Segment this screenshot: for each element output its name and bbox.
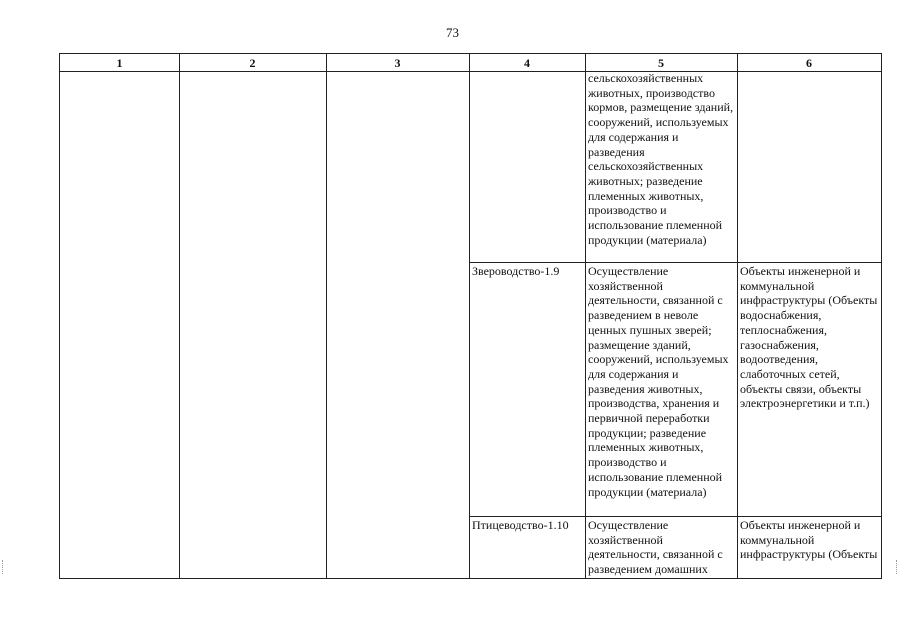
- scan-mark: [896, 560, 899, 574]
- table-cell-name: Звероводство-1.9: [472, 264, 560, 278]
- table-cell-objects: Объекты инженерной и коммунальной инфраструктуры (Объекты: [740, 518, 878, 562]
- column-divider: [469, 54, 470, 578]
- land-use-table: [59, 53, 882, 579]
- table-header-row: [60, 54, 881, 72]
- scan-mark: [2, 560, 5, 574]
- table-cell-name: Птицеводство-1.10: [472, 518, 569, 532]
- row-divider: [469, 516, 881, 517]
- column-divider: [179, 54, 180, 578]
- column-header-6: 6: [806, 56, 812, 70]
- table-cell-objects: Объекты инженерной и коммунальной инфраструктуры (Объекты водоснабжения, теплоснабжения, газоснабжения, водоотведения, слаботочных сетей, объекты связи, объекты электроэнергетики и т.п.): [740, 264, 878, 411]
- table-cell-description: сельскохозяйственных животных, производство кормов, размещение зданий, сооружений, используемых для содержания и разведения сельскохозяйственных животных; разведение племенных животных, производство и использование племенной продукции (материала): [588, 71, 734, 247]
- column-header-5: 5: [658, 56, 664, 70]
- column-header-3: 3: [394, 56, 401, 70]
- table-cell-description: Осуществление хозяйственной деятельности, связанной с разведением в неволе ценных пушных зверей; размещение зданий, сооружений, используемых для содержания и разведения животных, производства, хранения и первичной переработки продукции; разведение племенных животных, производство и использование племенной продукции (материала): [588, 264, 729, 499]
- column-header-2: 2: [249, 56, 256, 70]
- column-header-1: 1: [116, 56, 123, 70]
- column-divider: [326, 54, 327, 578]
- row-divider: [469, 262, 881, 263]
- page-number: 73: [446, 25, 459, 40]
- column-header-4: 4: [524, 56, 530, 70]
- table-cell-description: Осуществление хозяйственной деятельности, связанной с разведением домашних: [588, 518, 723, 577]
